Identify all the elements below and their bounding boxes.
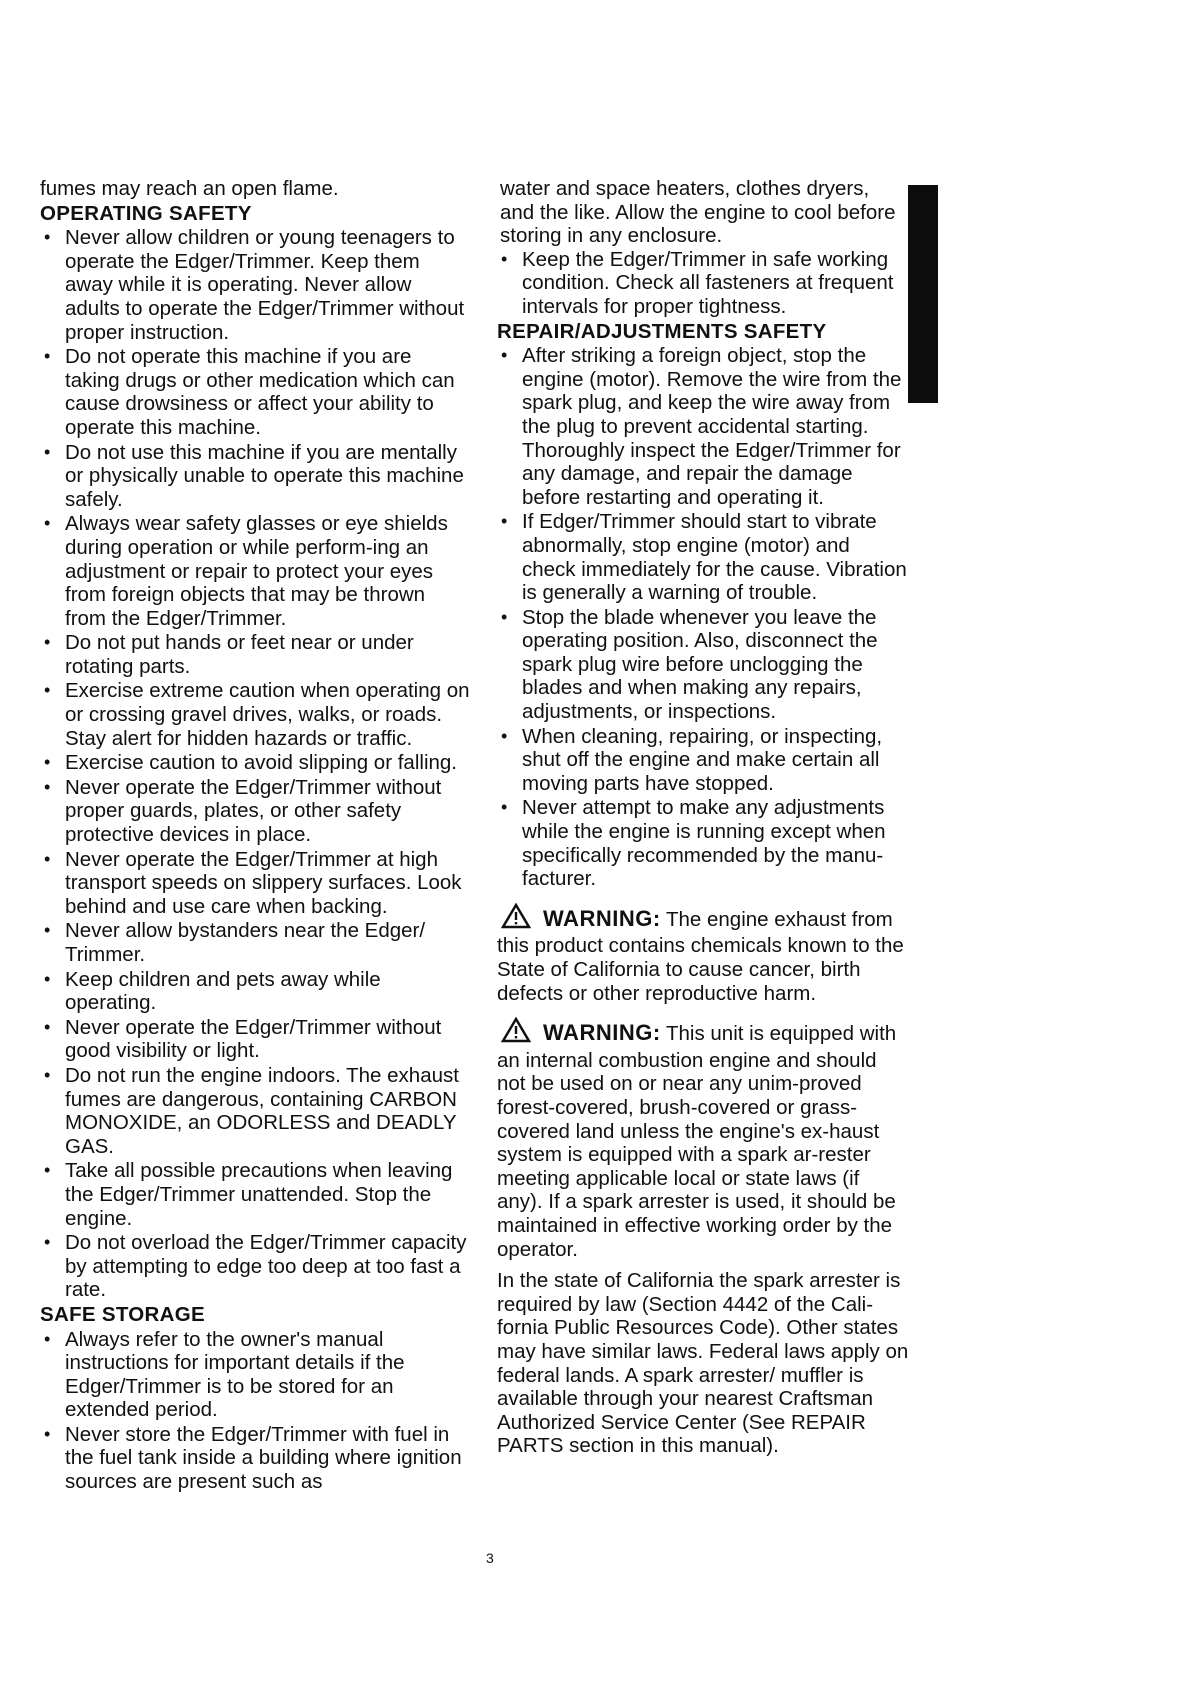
list-item: • Exercise extreme caution when operating on or crossing gravel drives, walks, or roads. Stay alert for hidden hazards or traffic.: [40, 679, 470, 750]
safe-storage-heading: SAFE STORAGE: [40, 1302, 205, 1326]
warning-spark-arrester: [497, 1017, 909, 1261]
list-item: • Do not use this machine if you are mentally or physically unable to operate this machine safely.: [40, 441, 470, 512]
warning-text: This unit is equipped with an internal combustion engine and should not be used on or near any unim-proved forest-covered, brush-covered or grass-covered land unless the engine's ex-haust system is equipped with a spark ar-rester meeting applicable local or state laws (if any). If a spark arrester is used, it should be maintained in effective working order by the operator.: [497, 1022, 897, 1261]
list-item: • When cleaning, repairing, or inspecting, shut off the engine and make certain all moving parts have stopped.: [497, 725, 909, 796]
list-item: • Keep the Edger/Trimmer in safe working condition. Check all fasteners at frequent intervals for proper tightness.: [497, 248, 909, 319]
list-item: • If Edger/Trimmer should start to vibrate abnormally, stop engine (motor) and check immediately for the cause. Vibration is generally a warning of trouble.: [497, 510, 909, 604]
list-item: • Never store the Edger/Trimmer with fuel in the fuel tank inside a building where ignition sources are present such as: [40, 1423, 470, 1494]
list-item: • Never operate the Edger/Trimmer at high transport speeds on slippery surfaces. Look behind and use care when backing.: [40, 848, 470, 919]
list-item: • Do not operate this machine if you are taking drugs or other medication which can cause drowsiness or affect your ability to operate this machine.: [40, 345, 470, 439]
repair-adjustments-list: [497, 344, 909, 891]
list-item: • Never operate the Edger/Trimmer without proper guards, plates, or other safety protective devices in place.: [40, 776, 470, 847]
warning-triangle-icon: [501, 1017, 531, 1049]
california-paragraph: In the state of California the spark arrester is required by law (Section 4442 of the Cali-fornia Public Resources Code). Other states may have similar laws. Federal laws apply on federal lands. A spark arrester/ muffler is available through your nearest Craftsman Authorized Service Center (See REPAIR PARTS section in this manual).: [497, 1269, 909, 1458]
left-column: [40, 177, 470, 1495]
right-column: [497, 177, 909, 1458]
section-tab-marker: [908, 185, 938, 403]
list-item: • Never operate the Edger/Trimmer without good visibility or light.: [40, 1016, 470, 1063]
warning-label: WARNING:: [543, 905, 661, 931]
operating-safety-list: [40, 226, 470, 1302]
safe-storage-list: [40, 1328, 470, 1494]
list-item: • Take all possible precautions when leaving the Edger/Trimmer unattended. Stop the engine.: [40, 1159, 470, 1230]
list-item: • Do not overload the Edger/Trimmer capacity by attempting to edge too deep at too fast a rate.: [40, 1231, 470, 1302]
safe-storage-list-continued: [497, 248, 909, 319]
list-item: • After striking a foreign object, stop the engine (motor). Remove the wire from the spark plug, and keep the wire away from the plug to prevent accidental starting. Thoroughly inspect the Edger/Trimmer for any damage, and repair the damage before restarting and operating it.: [497, 344, 909, 509]
continued-text: fumes may reach an open flame.: [40, 177, 339, 200]
continued-text: water and space heaters, clothes dryers, and the like. Allow the engine to cool before storing in any enclosure.: [500, 177, 896, 248]
warning-text: The engine exhaust from this product contains chemicals known to the State of California to cause cancer, birth defects or other reproductive harm.: [497, 907, 904, 1005]
warning-label: WARNING:: [543, 1020, 661, 1046]
warning-triangle-icon: [501, 903, 531, 935]
warning-exhaust: [497, 903, 909, 1005]
list-item: • Do not put hands or feet near or under rotating parts.: [40, 631, 470, 678]
list-item: • Exercise caution to avoid slipping or falling.: [40, 751, 470, 775]
operating-safety-heading: OPERATING SAFETY: [40, 201, 252, 225]
list-item: • Always refer to the owner's manual instructions for important details if the Edger/Trimmer is to be stored for an extended period.: [40, 1328, 470, 1422]
list-item: • Never allow bystanders near the Edger/ Trimmer.: [40, 919, 470, 966]
repair-adjustments-heading: REPAIR/ADJUSTMENTS SAFETY: [497, 319, 827, 343]
list-item: • Keep children and pets away while operating.: [40, 968, 470, 1015]
list-item: • Never allow children or young teenagers to operate the Edger/Trimmer. Keep them away while it is operating. Never allow adults to operate the Edger/Trimmer without proper instruction.: [40, 226, 470, 344]
page-number: 3: [486, 1550, 494, 1566]
list-item: • Do not run the engine indoors. The exhaust fumes are dangerous, containing CARBON MONOXIDE, an ODORLESS and DEADLY GAS.: [40, 1064, 470, 1158]
list-item: • Stop the blade whenever you leave the operating position. Also, disconnect the spark plug wire before unclogging the blades and when making any repairs, adjustments, or inspections.: [497, 606, 909, 724]
list-item: • Always wear safety glasses or eye shields during operation or while perform-ing an adjustment or repair to protect your eyes from foreign objects that may be thrown from the Edger/Trimmer.: [40, 512, 470, 630]
list-item: • Never attempt to make any adjustments while the engine is running except when specifically recommended by the manu-facturer.: [497, 796, 909, 890]
